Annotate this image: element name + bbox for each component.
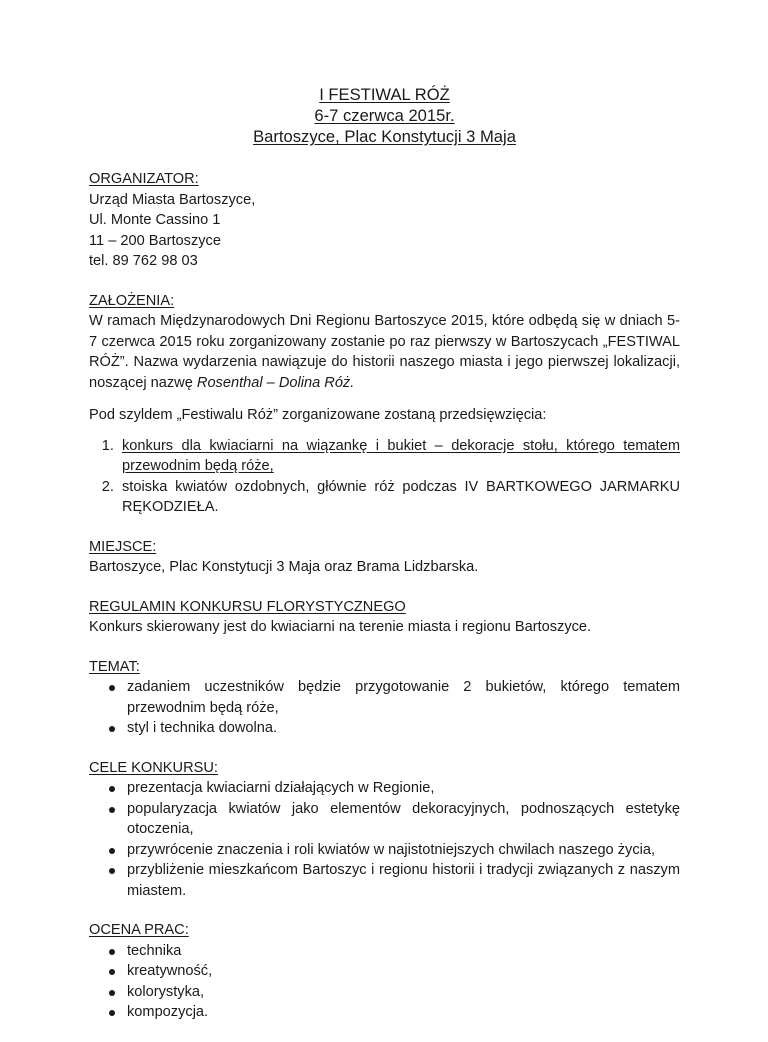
assumptions-list: [89, 436, 680, 518]
organizer-heading: ORGANIZATOR:: [89, 171, 199, 187]
evaluation-item-1-text: technika: [127, 942, 182, 959]
goals-list: [89, 778, 680, 901]
goals-item-4: [89, 860, 680, 901]
assumptions-heading: ZAŁOŻENIA:: [89, 292, 175, 309]
bullet-icon: [109, 949, 115, 955]
document-title: [89, 84, 680, 147]
assumptions-item-1: [118, 436, 680, 477]
goals-item-4-text: przybliżenie mieszkańcom Bartoszyc i regionu historii i tradycji związanych z naszym miastem.: [127, 862, 680, 899]
place-text: Bartoszyce, Plac Konstytucji 3 Maja oraz Brama Lidzbarska.: [89, 559, 479, 575]
organizer-section: [89, 169, 680, 272]
assumptions-paragraph-text: W ramach Międzynarodowych Dni Regionu Bartoszyce 2015, które odbędą się w dniach 5-7 czerwca 2015 roku zorganizowany zostanie po raz pierwszy w Bartoszycach „FESTIWAL RÓŻ”. Nazwa wydarzenia nawiązuje do historii naszego miasta i jego pierwszej lokalizacji, noszącej nazwę: [89, 313, 680, 391]
evaluation-item-1: [89, 941, 680, 962]
goals-heading: CELE KONKURSU:: [89, 759, 218, 776]
bullet-icon: [109, 685, 115, 691]
assumptions-item-2: [118, 477, 680, 518]
theme-heading: TEMAT:: [89, 658, 140, 675]
goals-item-2: [89, 799, 680, 840]
bullet-icon: [109, 786, 115, 792]
assumptions-item-2-text: stoiska kwiatów ozdobnych, głównie róż podczas IV BARTKOWEGO JARMARKU RĘKODZIEŁA.: [122, 478, 680, 515]
assumptions-item-1-text: konkurs dla kwiaciarni na wiązankę i bukiet – dekoracje stołu, którego tematem przewodnim będą róże,: [122, 437, 680, 474]
goals-item-1-text: prezentacja kwiaciarni działających w Regionie,: [127, 780, 435, 796]
place-heading: MIEJSCE:: [89, 538, 157, 555]
theme-item-2-text: styl i technika dowolna.: [127, 720, 278, 736]
goals-item-1: [89, 778, 680, 799]
assumptions-section: [89, 291, 680, 518]
assumptions-intro: Pod szyldem „Festiwalu Róż” zorganizowane zostaną przedsięwzięcia:: [89, 407, 547, 423]
rules-heading: REGULAMIN KONKURSU FLORYSTYCZNEGO: [89, 598, 406, 615]
title-line-2: 6-7 czerwca 2015r.: [314, 106, 455, 125]
goals-item-3: [89, 840, 680, 861]
theme-item-1-text: zadaniem uczestników będzie przygotowanie 2 bukietów, którego tematem przewodnim będą róże,: [127, 679, 680, 716]
organizer-line-1: Urząd Miasta Bartoszyce,: [89, 191, 256, 208]
bullet-icon: [109, 1010, 115, 1016]
bullet-icon: [109, 969, 115, 975]
bullet-icon: [109, 807, 115, 813]
organizer-line-3: 11 – 200 Bartoszyce: [89, 232, 221, 249]
bullet-icon: [109, 848, 115, 854]
evaluation-item-2-text: kreatywność,: [127, 963, 213, 979]
evaluation-list: [89, 941, 680, 1023]
bullet-icon: [109, 726, 115, 732]
assumptions-paragraph: [89, 311, 680, 393]
rules-section: [89, 597, 680, 638]
document-page: [89, 84, 680, 1042]
theme-item-2: [89, 718, 680, 739]
evaluation-heading: OCENA PRAC:: [89, 922, 189, 938]
rules-text: Konkurs skierowany jest do kwiaciarni na terenie miasta i regionu Bartoszyce.: [89, 619, 592, 635]
theme-list: [89, 677, 680, 739]
bullet-icon: [109, 868, 115, 874]
theme-section: [89, 657, 680, 739]
title-line-1: I FESTIWAL RÓŻ: [319, 85, 450, 104]
theme-item-1: [89, 677, 680, 718]
evaluation-section: [89, 920, 680, 1023]
evaluation-item-4: [89, 1002, 680, 1023]
evaluation-item-2: [89, 961, 680, 982]
goals-section: [89, 758, 680, 902]
goals-item-2-text: popularyzacja kwiatów jako elementów dekoracyjnych, podnoszących estetykę otoczenia,: [127, 800, 680, 837]
title-line-3: Bartoszyce, Plac Konstytucji 3 Maja: [253, 127, 516, 146]
evaluation-item-3-text: kolorystyka,: [127, 983, 205, 1000]
evaluation-item-4-text: kompozycja.: [127, 1004, 209, 1020]
bullet-icon: [109, 990, 115, 996]
goals-item-3-text: przywrócenie znaczenia i roli kwiatów w najistotniejszych chwilach naszego życia,: [127, 841, 656, 858]
place-section: [89, 537, 680, 578]
assumptions-paragraph-italic: Rosenthal – Dolina Róż.: [196, 374, 355, 391]
organizer-line-4: tel. 89 762 98 03: [89, 253, 198, 269]
evaluation-item-3: [89, 982, 680, 1003]
organizer-line-2: Ul. Monte Cassino 1: [89, 212, 221, 228]
